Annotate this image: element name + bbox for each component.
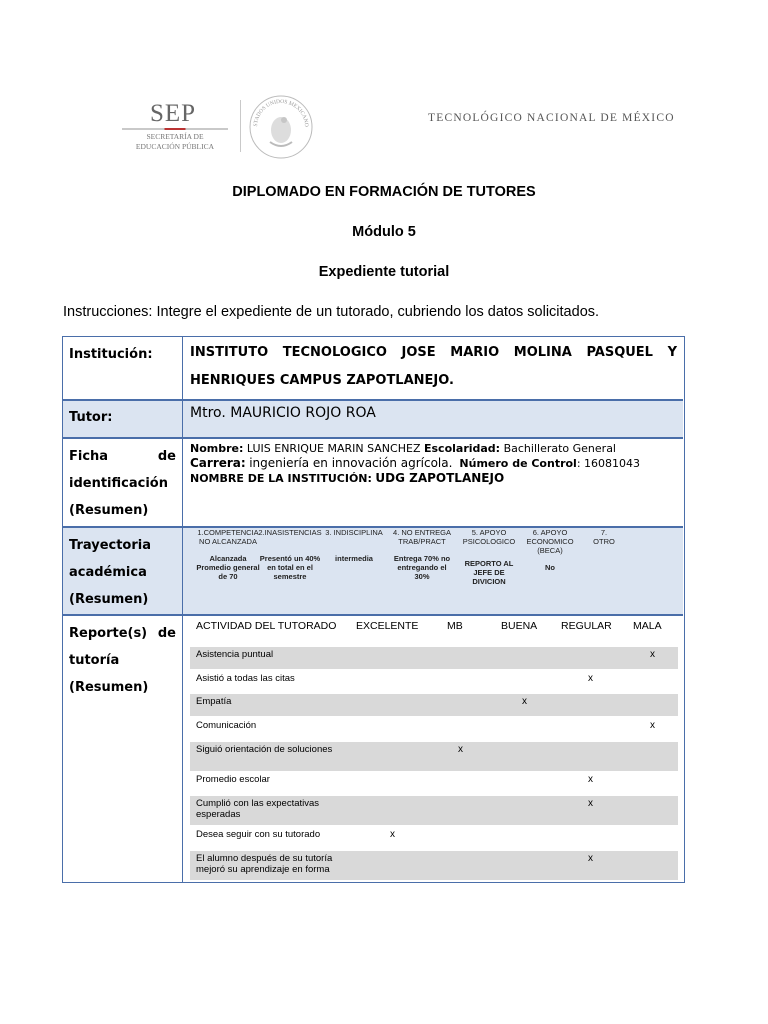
row-trayectoria [63, 528, 683, 614]
title-expediente: Expediente tutorial [318, 264, 450, 280]
label-reporte: Reporte(s) de tutoría (Resumen) [63, 616, 183, 882]
reporte-row [190, 742, 678, 771]
reporte-rating-mark: x [588, 673, 593, 684]
trayectoria-column-header: 4. NO ENTREGA TRAB/PRACT [393, 528, 451, 546]
mexico-seal-icon [248, 94, 314, 160]
value-ficha: Nombre: LUIS ENRIQUE MARIN SANCHEZ Escolaridad: Bachillerato General Carrera: ingeniería en innovación agrícola. Número de Control: 16081043 NOMBRE DE LA INSTITUCIÓN: UDG ZAPOTLANEJO [190, 442, 641, 485]
trayectoria-column-value: REPORTO AL JEFE DE DIVICION [464, 559, 514, 586]
trayectoria-column-header: 2.INASISTENCIAS [258, 528, 322, 537]
reporte-column-header: ACTIVIDAD DEL TUTORADO [196, 620, 337, 632]
logo-divider [240, 100, 241, 152]
value-trayectoria [184, 528, 683, 614]
trayectoria-column-header: 3. INDISCIPLINA [325, 528, 383, 537]
instructions: Instrucciones: Integre el expediente de un tutorado, cubriendo los datos solicitados. [63, 304, 600, 320]
trayectoria-column [320, 528, 388, 563]
reporte-column-header: REGULAR [561, 620, 612, 632]
trayectoria-column-value: No [545, 563, 555, 572]
label-ficha: Ficha de identificación (Resumen) [63, 439, 183, 526]
reporte-activity-name: Siguió orientación de soluciones [196, 744, 333, 755]
value-institucion: INSTITUTO TECNOLOGICO JOSE MARIO MOLINA PASQUEL Y HENRIQUES CAMPUS ZAPOTLANEJO. [190, 345, 677, 388]
reporte-activity-name: Desea seguir con su tutorado [196, 829, 321, 840]
row-reporte [63, 616, 683, 882]
trayectoria-column-header: 1.COMPETENCIA NO ALCANZADA [197, 528, 259, 546]
reporte-row [190, 694, 678, 716]
sep-logo: SEP SECRETARÍA DE EDUCACIÓN PÚBLICA [120, 100, 230, 155]
reporte-row [190, 851, 678, 880]
reporte-activity-name: Cumplió con las expectativas esperadas [196, 798, 320, 820]
label-trayectoria: Trayectoria académica (Resumen) [63, 528, 183, 614]
row-institucion [63, 337, 683, 399]
title-diplomado: DIPLOMADO EN FORMACIÓN DE TUTORES [232, 184, 536, 200]
label-tutor: Tutor: [63, 401, 183, 437]
reporte-row [190, 796, 678, 825]
value-tutor: Mtro. MAURICIO ROJO ROA [190, 405, 376, 421]
label-institucion: Institución: [63, 337, 183, 399]
reporte-activity-name: Asistió a todas las citas [196, 673, 295, 684]
reporte-rating-mark: x [650, 720, 655, 731]
reporte-rating-mark: x [390, 829, 395, 840]
reporte-rating-mark: x [588, 798, 593, 809]
trayectoria-column [254, 528, 326, 581]
reporte-column-header: MB [447, 620, 463, 632]
trayectoria-column-header: 7. OTRO [593, 528, 615, 546]
reporte-rating-mark: x [458, 744, 463, 755]
reporte-activity-name: Promedio escolar [196, 774, 270, 785]
trayectoria-column-value: Entrega 70% no entregando el 30% [393, 554, 451, 581]
reporte-column-header: EXCELENTE [356, 620, 419, 632]
svg-text:ESTADOS UNIDOS MEXICANOS: STADOS UNIDOS MEXICANO [252, 98, 310, 128]
reporte-rating-mark: x [522, 696, 527, 707]
reporte-row [190, 772, 678, 794]
reporte-row [190, 671, 678, 693]
reporte-activity-name: Comunicación [196, 720, 257, 731]
reporte-column-header: MALA [633, 620, 662, 632]
trayectoria-column-value: intermedia [335, 554, 373, 563]
trayectoria-column [457, 528, 521, 586]
title-modulo: Módulo 5 [352, 224, 416, 240]
reporte-activity-name: Asistencia puntual [196, 649, 274, 660]
reporte-rating-mark: x [650, 649, 655, 660]
reporte-rating-mark: x [588, 853, 593, 864]
trayectoria-column-value: Alcanzada Promedio general de 70 [196, 554, 260, 581]
trayectoria-column-header: 6. APOYO ECONOMICO (BECA) [526, 528, 574, 555]
trayectoria-column [387, 528, 457, 581]
trayectoria-grid [184, 528, 684, 614]
trayectoria-column [520, 528, 580, 572]
reporte-rating-mark: x [588, 774, 593, 785]
value-reporte [184, 616, 683, 882]
reporte-row [190, 647, 678, 669]
reporte-activity-name: El alumno después de su tutoría mejoró su aprendizaje en forma [196, 853, 333, 875]
reporte-column-header: BUENA [501, 620, 538, 632]
row-tutor [63, 401, 683, 437]
reporte-row [190, 827, 678, 849]
trayectoria-column-header: 5. APOYO PSICOLOGICO [462, 528, 516, 546]
document-header [0, 0, 768, 170]
trayectoria-column [584, 528, 624, 554]
row-ficha [63, 439, 683, 526]
expediente-table [62, 336, 685, 883]
reporte-activity-name: Empatía [196, 696, 232, 707]
tecnm-logo-text: TECNOLÓGICO NACIONAL DE MÉXICO [428, 112, 675, 124]
trayectoria-column-value: Presentó un 40% en total en el semestre [259, 554, 321, 581]
reporte-row [190, 718, 678, 740]
